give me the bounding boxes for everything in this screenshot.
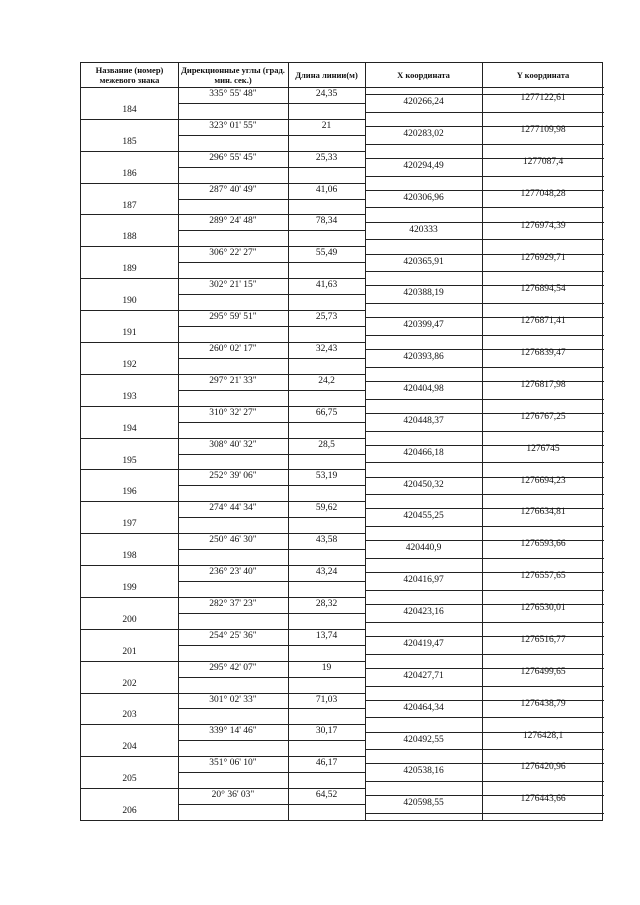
row-divider [365,144,604,145]
row-divider [81,820,178,821]
y-coordinate-cell: 1277048,28 [520,188,566,199]
point-name-cell: 195 [122,455,137,466]
row-divider [365,717,604,718]
row-divider [178,151,365,152]
point-name-cell: 204 [122,742,137,753]
length-cell: 32,43 [315,343,338,354]
row-divider [81,342,178,343]
row-divider [178,677,365,678]
x-coordinate-cell: 420306,96 [403,192,444,203]
point-name-cell: 185 [122,136,137,147]
row-divider [365,813,604,814]
angle-cell: 236° 23' 40" [209,567,257,578]
angle-cell: 282° 37' 23" [209,598,257,609]
y-coordinate-cell: 1276557,65 [520,571,566,582]
length-cell: 24,35 [315,89,338,99]
angle-cell: 250° 46' 30" [209,535,257,546]
row-divider [178,230,365,231]
row-divider [81,693,178,694]
angle-cell: 289° 24' 48" [209,216,257,227]
angle-cell: 310° 32' 27" [209,407,257,418]
row-divider [81,151,178,152]
row-divider [178,342,365,343]
boundary-points-table [80,62,603,821]
length-cell: 71,03 [315,694,338,705]
row-divider [81,756,178,757]
row-divider [178,246,365,247]
row-divider [178,804,365,805]
angle-cell: 335° 55' 48" [209,89,257,99]
row-divider [178,422,365,423]
row-divider [81,438,178,439]
row-divider [365,303,604,304]
row-divider [81,119,178,120]
row-divider [178,788,365,789]
row-divider [178,740,365,741]
row-divider [365,654,604,655]
length-cell: 30,17 [315,726,338,737]
length-cell: 55,49 [315,248,338,259]
length-cell: 46,17 [315,758,338,769]
length-cell: 43,24 [315,567,338,578]
y-coordinate-cell: 1276894,54 [520,284,566,295]
y-coordinate-cell: 1276530,01 [520,603,566,614]
x-coordinate-cell: 420448,37 [403,415,444,426]
row-divider [365,271,604,272]
row-divider [178,629,365,630]
x-coordinate-cell: 420416,97 [403,575,444,586]
point-name-cell: 186 [122,168,137,179]
point-name-cell: 199 [122,582,137,593]
row-divider [178,517,365,518]
length-cell: 66,75 [315,407,338,418]
length-cell: 53,19 [315,471,338,482]
row-divider [178,183,365,184]
row-divider [178,278,365,279]
y-coordinate-cell: 1276438,79 [520,698,566,709]
row-divider [178,565,365,566]
row-divider [178,693,365,694]
point-name-cell: 205 [122,774,137,785]
point-name-cell: 196 [122,487,137,498]
row-divider [178,469,365,470]
x-coordinate-cell: 420294,49 [403,160,444,171]
y-coordinate-cell: 1276634,81 [520,507,566,518]
row-divider [178,454,365,455]
y-coordinate-cell: 1276745 [526,443,560,454]
length-cell: 25,33 [315,152,338,163]
angle-cell: 295° 42' 07" [209,662,257,673]
row-divider [178,533,365,534]
row-divider [81,724,178,725]
angle-cell: 254° 25' 36" [209,630,257,641]
angle-cell: 295° 59' 51" [209,312,257,323]
point-name-cell: 192 [122,359,137,370]
x-coordinate-cell: 420492,55 [403,734,444,745]
y-coordinate-cell: 1276420,96 [520,762,566,773]
y-coordinate-cell: 1277122,61 [520,93,566,104]
y-coordinate-cell: 1276516,77 [520,634,566,645]
y-coordinate-cell: 1276929,71 [520,252,566,263]
angle-cell: 323° 01' 55" [209,120,257,131]
row-divider [178,310,365,311]
row-divider [365,207,604,208]
row-divider [81,533,178,534]
row-divider [178,756,365,757]
y-coordinate-cell: 1276871,41 [520,316,566,327]
point-name-cell: 188 [122,232,137,243]
angle-cell: 301° 02' 33" [209,694,257,705]
angle-cell: 302° 21' 15" [209,280,257,291]
row-divider [178,262,365,263]
row-divider [365,526,604,527]
x-coordinate-cell: 420450,32 [403,479,444,490]
row-divider [81,246,178,247]
length-cell: 28,5 [318,439,335,450]
row-divider [365,622,604,623]
x-coordinate-cell: 420266,24 [403,97,444,108]
x-coordinate-cell: 420427,71 [403,670,444,681]
length-cell: 41,06 [315,184,338,195]
row-divider [178,661,365,662]
point-name-cell: 200 [122,614,137,625]
row-divider [365,749,604,750]
y-coordinate-cell: 1276593,66 [520,539,566,550]
point-name-cell: 201 [122,646,137,657]
row-divider [178,358,365,359]
angle-cell: 20° 36' 03" [211,790,255,801]
row-divider [365,335,604,336]
row-divider [178,549,365,550]
x-coordinate-cell: 420283,02 [403,129,444,140]
row-divider [81,278,178,279]
angle-cell: 296° 55' 45" [209,152,257,163]
y-coordinate-cell: 1276694,23 [520,475,566,486]
point-name-cell: 206 [122,806,137,817]
x-coordinate-cell: 420393,86 [403,352,444,363]
row-divider [365,558,604,559]
x-coordinate-cell: 420404,98 [403,383,444,394]
point-name-cell: 191 [122,328,137,339]
row-divider [178,135,365,136]
row-divider [81,788,178,789]
length-cell: 43,58 [315,535,338,546]
point-name-cell: 184 [122,104,137,115]
row-divider [365,176,604,177]
angle-cell: 287° 40' 49" [209,184,257,195]
row-divider [365,494,604,495]
x-coordinate-cell: 420388,19 [403,288,444,299]
length-cell: 19 [321,662,332,673]
row-divider [178,438,365,439]
point-name-cell: 190 [122,296,137,307]
point-name-cell: 193 [122,391,137,402]
row-divider [178,724,365,725]
row-divider [81,469,178,470]
y-coordinate-cell: 1276499,65 [520,666,566,677]
row-divider [365,590,604,591]
row-divider [365,686,604,687]
row-divider [81,214,178,215]
x-coordinate-cell: 420423,16 [403,607,444,618]
point-name-cell: 189 [122,264,137,275]
header-divider [81,87,604,88]
row-divider [81,661,178,662]
row-divider [178,294,365,295]
x-coordinate-cell: 420419,47 [403,638,444,649]
x-coordinate-cell: 420440,9 [405,543,442,554]
header-name: Название (номер) межевого знака [95,65,164,85]
row-divider [178,390,365,391]
length-cell: 64,52 [315,790,338,801]
point-name-cell: 202 [122,678,137,689]
row-divider [81,183,178,184]
length-cell: 59,62 [315,503,338,514]
x-coordinate-cell: 420466,18 [403,447,444,458]
x-coordinate-cell: 420598,55 [403,798,444,809]
angle-cell: 339° 14' 46" [209,726,257,737]
row-divider [365,367,604,368]
row-divider [178,613,365,614]
row-divider [178,501,365,502]
length-cell: 78,34 [315,216,338,227]
x-coordinate-cell: 420333 [409,224,438,235]
angle-cell: 306° 22' 27" [209,248,257,259]
row-divider [81,406,178,407]
angle-cell: 252° 39' 06" [209,471,257,482]
angle-cell: 297° 21' 33" [209,375,257,386]
y-coordinate-cell: 1276839,47 [520,348,566,359]
header-x: X координата [397,70,450,80]
length-cell: 13,74 [315,630,338,641]
x-coordinate-cell: 420399,47 [403,320,444,331]
row-divider [178,119,365,120]
y-coordinate-cell: 1277087,4 [522,156,564,167]
row-divider [178,597,365,598]
point-name-cell: 203 [122,710,137,721]
header-length: Длина линии(м) [295,70,358,80]
row-divider [81,629,178,630]
row-divider [81,597,178,598]
angle-cell: 308° 40' 32" [209,439,257,450]
x-coordinate-cell: 420455,25 [403,511,444,522]
x-coordinate-cell: 420464,34 [403,702,444,713]
row-divider [178,326,365,327]
point-name-cell: 187 [122,200,137,211]
row-divider [365,462,604,463]
length-cell: 21 [321,120,332,131]
angle-cell: 260° 02' 17" [209,343,257,354]
length-cell: 25,73 [315,312,338,323]
point-name-cell: 198 [122,551,137,562]
row-divider [178,103,365,104]
header-y: Y координата [516,70,570,80]
row-divider [178,199,365,200]
length-cell: 24,2 [318,375,335,386]
row-divider [365,239,604,240]
row-divider [178,581,365,582]
y-coordinate-cell: 1276817,98 [520,379,566,390]
x-coordinate-cell: 420538,16 [403,766,444,777]
y-coordinate-cell: 1276767,25 [520,411,566,422]
header-angles: Дирекционные углы (град. мин. сек.) [181,65,285,85]
y-coordinate-cell: 1277109,98 [520,125,566,136]
y-coordinate-cell: 1276974,39 [520,220,566,231]
row-divider [178,214,365,215]
row-divider [81,310,178,311]
row-divider [365,399,604,400]
row-divider [178,772,365,773]
row-divider [81,374,178,375]
length-cell: 28,32 [315,598,338,609]
y-coordinate-cell: 1276443,66 [520,794,566,805]
y-coordinate-cell: 1276428,1 [522,730,564,741]
row-divider [365,781,604,782]
row-divider [178,167,365,168]
row-divider [178,485,365,486]
angle-cell: 274° 44' 34" [209,503,257,514]
point-name-cell: 197 [122,519,137,530]
point-name-cell: 194 [122,423,137,434]
row-divider [365,431,604,432]
row-divider [365,112,604,113]
row-divider [178,406,365,407]
row-divider [178,708,365,709]
row-divider [178,645,365,646]
row-divider [81,565,178,566]
row-divider [178,374,365,375]
length-cell: 41,63 [315,280,338,291]
angle-cell: 351° 06' 10" [209,758,257,769]
row-divider [81,501,178,502]
x-coordinate-cell: 420365,91 [403,256,444,267]
